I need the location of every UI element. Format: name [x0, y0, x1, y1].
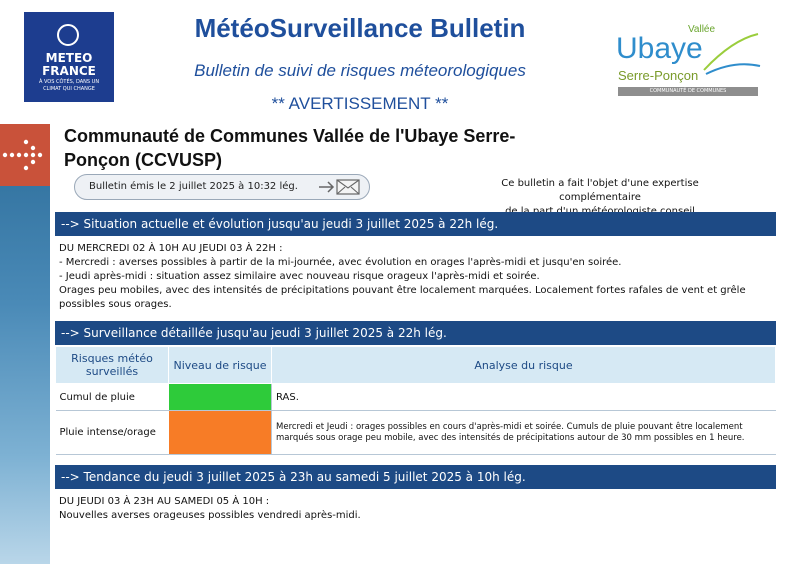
risk-table — [55, 346, 776, 455]
col-header-analysis: Analyse du risque — [272, 347, 776, 384]
logo-serre-poncon: Serre-Ponçon — [618, 68, 699, 83]
page-subtitle: Bulletin de suivi de risques méteorologiques — [194, 61, 526, 80]
emission-text: Bulletin émis le 2 juillet 2025 à 10:32 lég. — [89, 181, 298, 192]
logo-cc-bar: COMMUNAUTÉ DE COMMUNES — [618, 87, 758, 96]
risk-name: Pluie intense/orage — [56, 411, 169, 455]
logo-tagline: À VOS CÔTÉS, DANS UN CLIMAT QUI CHANGE — [38, 79, 100, 92]
arrow-tile — [0, 124, 50, 186]
situation-header: --> Situation actuelle et évolution jusqu'au jeudi 3 juillet 2025 à 22h lég. — [55, 212, 776, 236]
swoosh-icon — [702, 30, 762, 80]
logo-line2: FRANCE — [42, 64, 96, 78]
meteo-france-logo — [24, 12, 114, 102]
risk-analysis: RAS. — [272, 384, 776, 411]
page-title: MétéoSurveillance Bulletin — [194, 13, 526, 43]
forward-mail-icon[interactable] — [317, 177, 367, 197]
table-row — [56, 411, 776, 455]
logo-ubaye-name: Ubaye — [616, 32, 703, 65]
situation-line: - Mercredi : averses possibles à partir de la mi-journée, avec évolution en orages l'après-midi et jusqu'en soirée. — [59, 257, 622, 268]
dotted-arrow-icon — [2, 138, 46, 172]
col-header-level: Niveau de risque — [169, 347, 272, 384]
risk-level-cell — [169, 411, 272, 455]
risk-level-cell — [169, 384, 272, 411]
surveillance-header: --> Surveillance détaillée jusqu'au jeudi 3 juillet 2025 à 22h lég. — [55, 321, 776, 345]
risk-analysis: Mercredi et Jeudi : orages possibles en cours d'après-midi et soirée. Cumuls de pluie pouvant être localement marqués sous orage peu mobile, avec des intensités de précipitations autour de 30 mm possibles en 1 heure. — [272, 411, 776, 455]
situation-line: - Jeudi après-midi : situation assez similaire avec nouveau risque orageux l'après-midi et soirée. — [59, 271, 540, 282]
meteo-france-symbol-icon — [57, 24, 79, 46]
situation-line: Orages peu mobiles, avec des intensités de précipitations pouvant être localement marquées. Localement fortes rafales de vent et grêle possibles sous orages. — [59, 285, 746, 310]
situation-line: DU MERCREDI 02 À 10H AU JEUDI 03 À 22H : — [59, 243, 283, 254]
expertise-line1: Ce bulletin a fait l'objet d'une expertise complémentaire — [501, 178, 699, 203]
col-header-risk: Risques météo surveillés — [56, 347, 169, 384]
risk-name: Cumul de pluie — [56, 384, 169, 411]
ubaye-logo — [614, 22, 764, 98]
tendance-line: Nouvelles averses orageuses possibles vendredi après-midi. — [59, 510, 361, 521]
logo-valley: Vallée — [688, 24, 716, 35]
emission-box — [74, 174, 370, 200]
logo-line1: METEO — [45, 51, 93, 65]
tendance-line: DU JEUDI 03 À 23H AU SAMEDI 05 À 10H : — [59, 496, 270, 507]
left-decorative-band — [0, 130, 50, 564]
situation-text — [59, 242, 779, 312]
table-row — [56, 384, 776, 411]
warning-label: ** AVERTISSEMENT ** — [271, 94, 449, 113]
tendance-header: --> Tendance du jeudi 3 juillet 2025 à 23h au samedi 5 juillet 2025 à 10h lég. — [55, 465, 776, 489]
tendance-text — [59, 495, 779, 523]
commune-title: Communauté de Communes Vallée de l'Ubaye Serre-Ponçon (CCVUSP) — [64, 126, 516, 170]
